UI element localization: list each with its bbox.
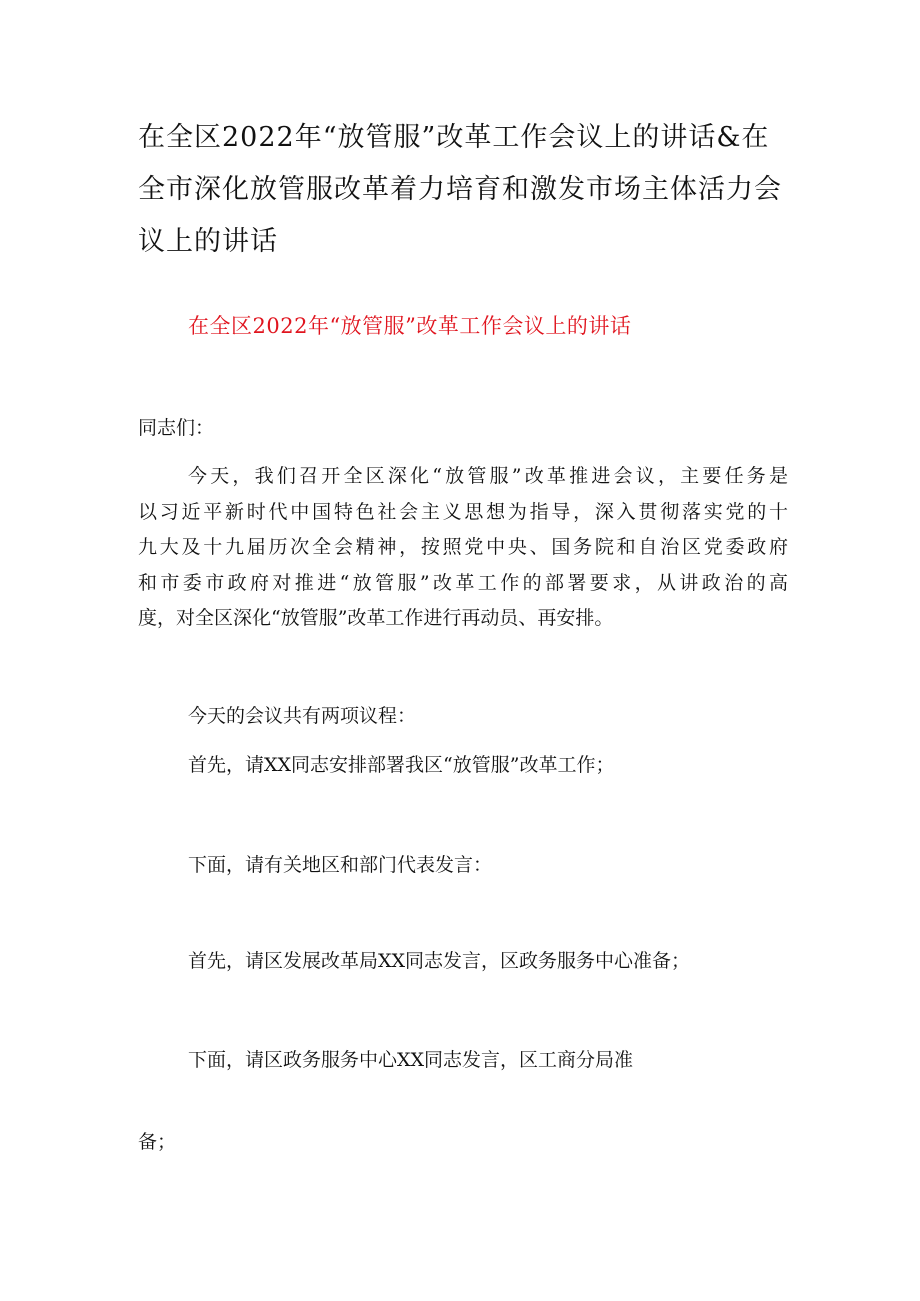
agenda-item-first: 首先，请XX同志安排部署我区“放管服”改革工作； bbox=[188, 754, 615, 776]
intro-line: 九大及十九届历次全会精神，按照党中央、国务院和自治区党委政府 bbox=[138, 536, 788, 559]
intro-paragraph bbox=[138, 459, 788, 637]
intro-line: 度，对全区深化“放管服”改革工作进行再动员、再安排。 bbox=[138, 607, 614, 630]
speaker-first: 首先，请区发展改革局XX同志发言，区政务服务中心准备； bbox=[188, 950, 691, 972]
agenda-item-next: 下面，请有关地区和部门代表发言： bbox=[188, 854, 493, 876]
intro-line: 今天，我们召开全区深化“放管服”改革推进会议，主要任务是 bbox=[188, 465, 788, 487]
agenda-intro: 今天的会议共有两项议程： bbox=[188, 705, 417, 727]
salutation: 同志们： bbox=[138, 417, 215, 439]
intro-line: 以习近平新时代中国特色社会主义思想为指导，深入贯彻落实党的十 bbox=[138, 500, 788, 523]
speaker-next: 下面，请区政务服务中心XX同志发言，区工商分局准 bbox=[188, 1049, 634, 1071]
speaker-next-continued: 备； bbox=[138, 1131, 177, 1153]
intro-line: 和市委市政府对推进“放管服”改革工作的部署要求，从讲政治的高 bbox=[138, 571, 788, 594]
speech-subtitle: 在全区2022年“放管服”改革工作会议上的讲话 bbox=[188, 314, 632, 338]
document-title: 在全区2022年“放管服”改革工作会议上的讲话&在全市深化放管服改革着力培育和激发市场主体活力会议上的讲话 bbox=[138, 122, 782, 257]
